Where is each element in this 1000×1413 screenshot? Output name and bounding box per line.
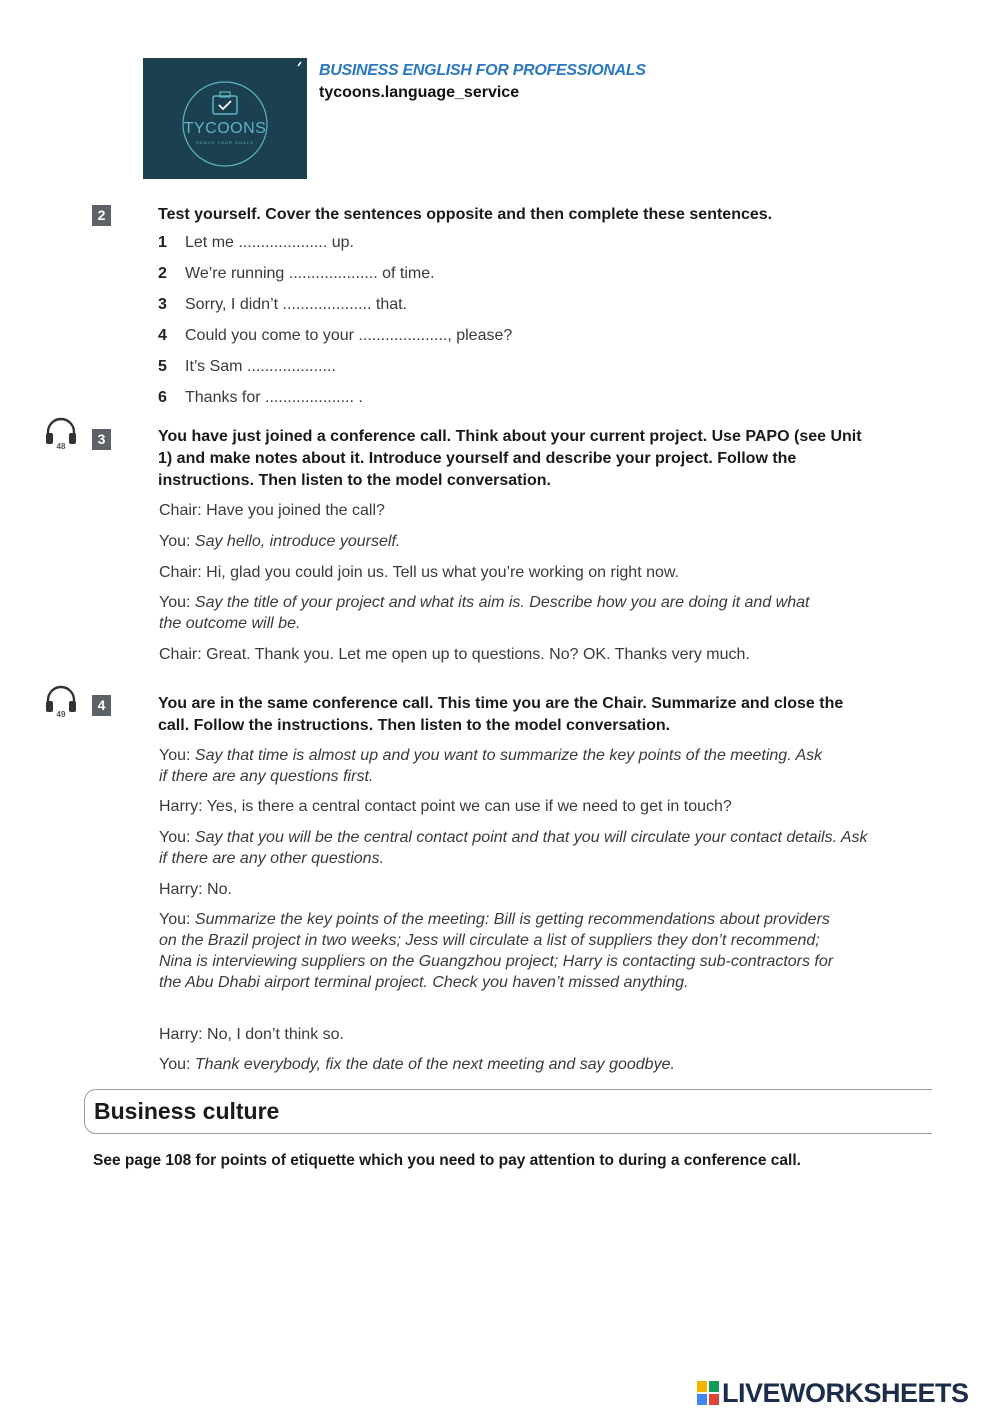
logo-emblem-icon xyxy=(143,58,307,179)
exercise-3-number: 3 xyxy=(92,429,111,450)
item-text: It’s Sam .................... xyxy=(185,358,336,375)
exercise-2-item xyxy=(158,234,354,252)
speaker: You: xyxy=(159,533,191,550)
line-text: Say the title of your project and what its aim is. Describe how you are doing it and what the outcome will be. xyxy=(159,594,810,632)
item-text: We’re running .................... of time. xyxy=(185,265,435,282)
dialogue-line xyxy=(159,644,879,665)
speaker: Harry: xyxy=(159,798,203,815)
dialogue-line xyxy=(159,909,849,993)
exercise-2-instruction: Test yourself. Cover the sentences opposite and then complete these sentences. xyxy=(158,206,773,223)
line-text: Hi, glad you could join us. Tell us what you’re working on right now. xyxy=(206,564,679,581)
line-text: Say that time is almost up and you want to summarize the key points of the meeting. Ask if there are any questions first. xyxy=(159,747,823,785)
course-title: BUSINESS ENGLISH FOR PROFESSIONALS xyxy=(319,62,646,79)
item-number: 2 xyxy=(158,265,167,282)
liveworksheets-logo[interactable] xyxy=(697,1378,969,1408)
speaker: Harry: xyxy=(159,1026,203,1043)
dialogue-line xyxy=(159,1054,879,1075)
item-number: 6 xyxy=(158,389,167,406)
exercise-4-number: 4 xyxy=(92,695,111,716)
audio-track-48[interactable] xyxy=(44,416,78,456)
audio-track-49[interactable] xyxy=(44,684,78,724)
exercise-4-instruction: You are in the same conference call. This time you are the Chair. Summarize and close the call. Follow the instructions. Then listen to the model conversation. xyxy=(158,695,844,734)
dialogue-line xyxy=(159,592,819,634)
dialogue-line xyxy=(159,1024,879,1045)
track-number: 48 xyxy=(56,442,66,451)
item-number: 3 xyxy=(158,296,167,313)
tycoons-logo xyxy=(143,58,307,179)
speaker: You: xyxy=(159,594,191,611)
speaker: Chair: xyxy=(159,564,202,581)
speaker: You: xyxy=(159,1056,191,1073)
liveworksheets-icon xyxy=(697,1381,719,1405)
item-text: Thanks for .................... . xyxy=(185,389,363,406)
line-text: Have you joined the call? xyxy=(206,502,385,519)
line-text: Say that you will be the central contact point and that you will circulate your contact details. Ask if there are any other questions. xyxy=(159,829,868,867)
line-text: Summarize the key points of the meeting: Bill is getting recommendations about providers on the Brazil project in two weeks; Jess will circulate a list of suppliers they don’t recommend; Nina is interviewing suppliers on the Guangzhou project; Harry is contacting sub-contractors for the Abu Dhabi airport terminal project. Check you haven’t missed anything. xyxy=(159,911,834,991)
exercise-2-item xyxy=(158,265,435,283)
line-text: Thank everybody, fix the date of the next meeting and say goodbye. xyxy=(194,1056,675,1073)
business-culture-box xyxy=(84,1089,932,1134)
item-number: 1 xyxy=(158,234,167,251)
line-text: Great. Thank you. Let me open up to questions. No? OK. Thanks very much. xyxy=(206,646,750,663)
dialogue-line xyxy=(159,879,879,900)
business-culture-note: See page 108 for points of etiquette which you need to pay attention to during a conference call. xyxy=(93,1152,801,1169)
dialogue-line xyxy=(159,827,869,869)
speaker: Chair: xyxy=(159,646,202,663)
dialogue-line xyxy=(159,562,879,583)
dialogue-line xyxy=(159,500,879,521)
section-heading: Business culture xyxy=(94,1098,280,1124)
item-number: 4 xyxy=(158,327,167,344)
dialogue-line xyxy=(159,531,879,552)
exercise-2-item xyxy=(158,327,512,345)
line-text: Say hello, introduce yourself. xyxy=(194,533,401,550)
course-subtitle: tycoons.language_service xyxy=(319,84,520,101)
speaker: Harry: xyxy=(159,881,203,898)
exercise-3-instruction: You have just joined a conference call. Think about your current project. Use PAPO (see Unit 1) and make notes about it. Introduce yourself and describe your project. Follow the instructions. Then listen to the model conversation. xyxy=(158,428,862,489)
speaker: Chair: xyxy=(159,502,202,519)
exercise-2-item xyxy=(158,358,336,376)
line-text: No. xyxy=(207,881,232,898)
dialogue-line xyxy=(159,796,879,817)
logo-wordmark: TYCOONS xyxy=(183,120,267,137)
track-number: 49 xyxy=(56,710,66,719)
exercise-2-item xyxy=(158,389,363,407)
line-text: Yes, is there a central contact point we can use if we need to get in touch? xyxy=(206,798,732,815)
item-text: Sorry, I didn’t .................... that. xyxy=(185,296,407,313)
line-text: No, I don’t think so. xyxy=(207,1026,344,1043)
liveworksheets-wordmark: LIVEWORKSHEETS xyxy=(722,1377,969,1408)
speaker: You: xyxy=(159,829,191,846)
item-number: 5 xyxy=(158,358,167,375)
logo-tagline: REACH YOUR GOALS xyxy=(196,140,254,145)
item-text: Could you come to your ...................., please? xyxy=(185,327,513,344)
item-text: Let me .................... up. xyxy=(185,234,354,251)
exercise-2-item xyxy=(158,296,407,314)
exercise-2-number: 2 xyxy=(92,205,111,226)
speaker: You: xyxy=(159,911,191,928)
dialogue-line xyxy=(159,745,829,787)
speaker: You: xyxy=(159,747,191,764)
